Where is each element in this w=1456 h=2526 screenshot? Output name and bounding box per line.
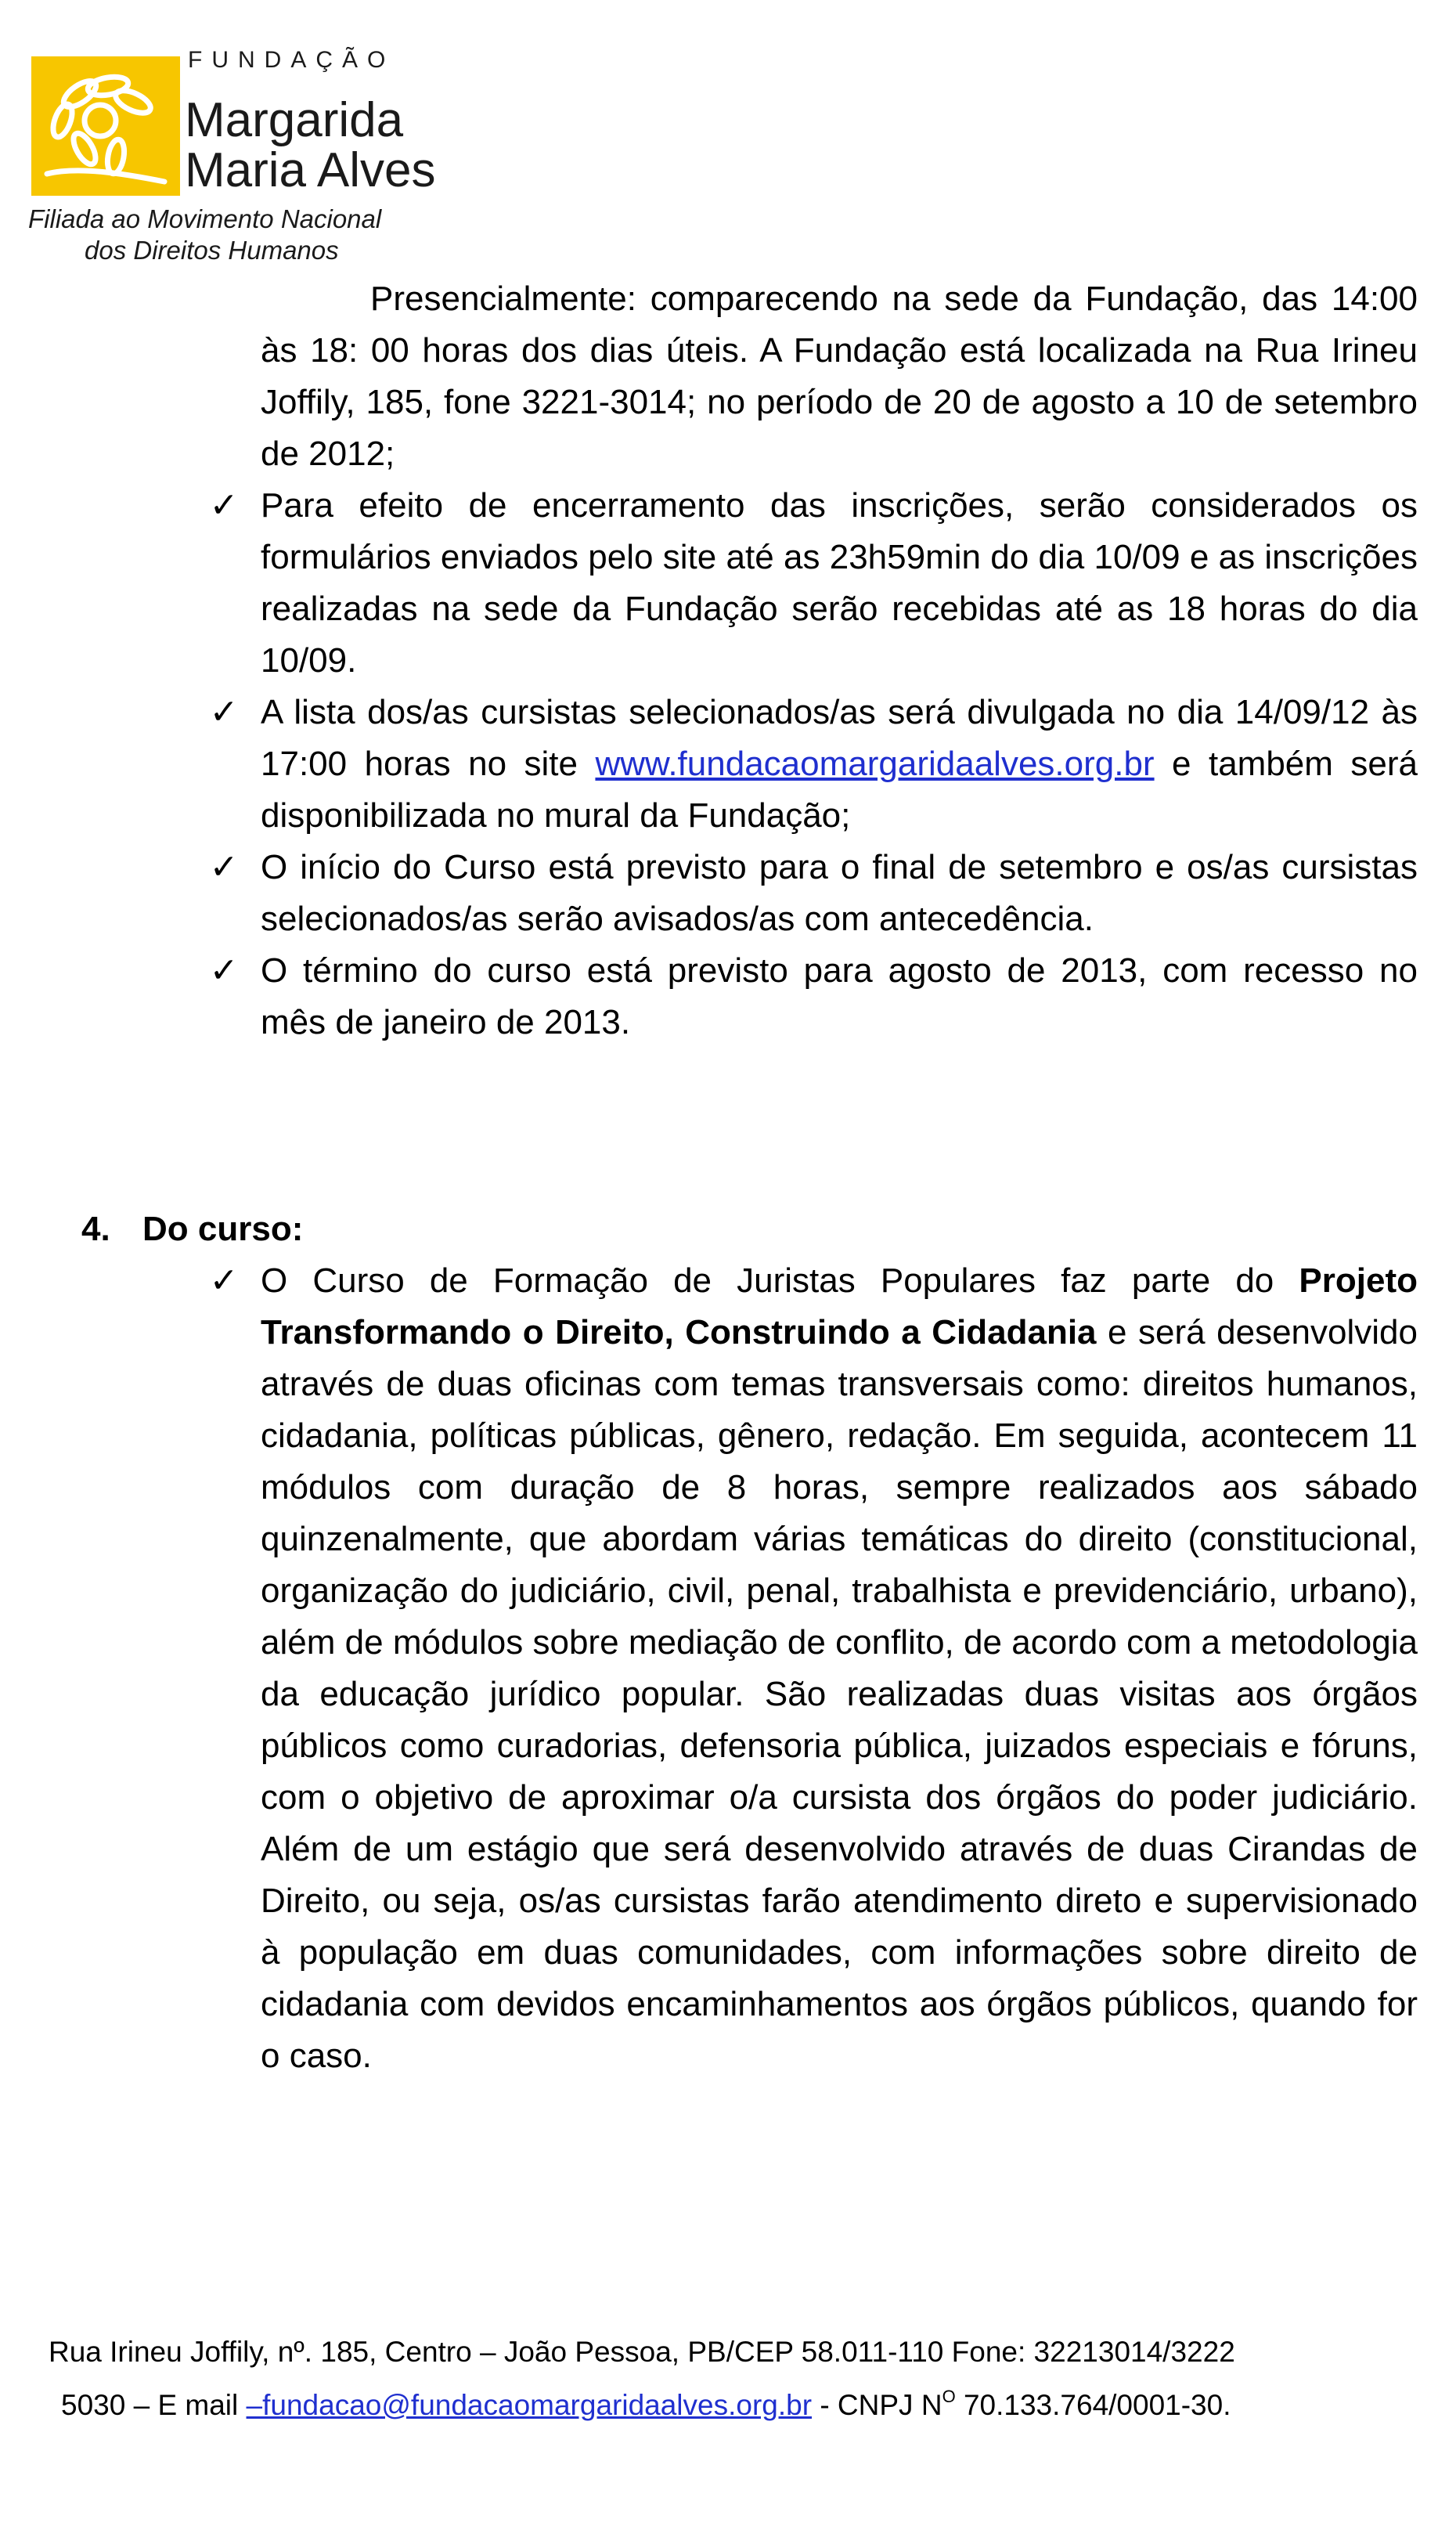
list-item-text: O início do Curso está previsto para o final de setembro e os/as cursistas selecionados/as serão avisados/as com antecedência. xyxy=(261,848,1418,938)
list-item-text-after: e também será disponibilizada no mural da Fundação; xyxy=(261,745,1418,835)
list-item xyxy=(209,480,1418,687)
logo-kicker: FUNDAÇÃO xyxy=(188,47,395,73)
affiliation-line1: Filiada ao Movimento Nacional xyxy=(28,204,382,233)
logo-name-line1: Margarida xyxy=(185,93,404,147)
list-item xyxy=(209,687,1418,842)
footer-line2-prefix: 5030 – E mail xyxy=(61,2389,239,2421)
list-item-text: Para efeito de encerramento das inscrições, serão considerados os formulários enviados pelo site até as 23h59min do dia 10/09 e as inscrições realizadas na sede da Fundação serão recebidas até as 18 horas do dia 10/09. xyxy=(261,486,1418,680)
section-heading xyxy=(81,1203,1456,1255)
list-item xyxy=(209,1255,1418,2082)
footer-cnpj-label: - CNPJ N xyxy=(820,2389,942,2421)
checkmark-icon: ✓ xyxy=(209,1261,239,1300)
checkmark-icon: ✓ xyxy=(209,486,239,525)
footer-address: Rua Irineu Joffily, nº. 185, Centro – João Pessoa, PB/CEP 58.011-110 Fone: 32213014/3222 xyxy=(49,2336,1235,2368)
affiliation-note xyxy=(28,204,498,266)
checkmark-icon: ✓ xyxy=(209,951,239,990)
section-title: Do curso: xyxy=(142,1210,304,1248)
section-number: 4. xyxy=(81,1210,110,1248)
checkmark-icon: ✓ xyxy=(209,693,239,731)
letterhead xyxy=(28,47,470,274)
registration-checklist xyxy=(0,480,1456,1048)
footer-cnpj-sup: O xyxy=(942,2387,956,2406)
daisy-logo-icon xyxy=(31,56,180,196)
footer-cnpj-number: 70.133.764/0001-30. xyxy=(963,2389,1231,2421)
list-item xyxy=(209,842,1418,945)
course-text-after: e será desenvolvido através de duas oficinas com temas transversais como: direitos humanos, cidadania, políticas públicas, gênero, redação. Em seguida, acontecem 11 módulos com duração de 8 horas, sempre realizados aos sábado quinzenalmente, que abordam várias temáticas do direito (constitucional, organização do judiciário, civil, penal, trabalhista e previdenciário, urbano), além de módulos sobre mediação de conflito, de acordo com a metodologia da educação jurídico popular. São realizadas duas visitas aos órgãos públicos como curadorias, defensoria pública, juizados especiais e fóruns, com o objetivo de aproximar o/a cursista dos órgãos do poder judiciário. Além de um estágio que será desenvolvido através de duas Cirandas de Direito, ou seja, os/as cursistas farão atendimento direto e supervisionado à população em duas comunidades, com informações sobre direito de cidadania com devidos encaminhamentos aos órgãos públicos, quando for o caso. xyxy=(261,1313,1418,2075)
list-item-text: O término do curso está previsto para agosto de 2013, com recesso no mês de janeiro de 2013. xyxy=(261,951,1418,1041)
footer-contact xyxy=(0,2379,1456,2432)
registration-intro: Presencialmente: comparecendo na sede da Fundação, das 14:00 às 18: 00 horas dos dias úteis. A Fundação está localizada na Rua Irineu Joffily, 185, fone 3221-3014; no período de 20 de agosto a 10 de setembro de 2012; xyxy=(261,280,1418,473)
list-item-text: A lista dos/as cursistas selecionados/as será divulgada no dia 14/09/12 às 17:00 horas no site xyxy=(261,693,1418,783)
document-body xyxy=(0,273,1456,2082)
logo-name-line2: Maria Alves xyxy=(185,143,436,197)
project-name: Projeto Transformando o Direito, Construindo a Cidadania xyxy=(261,1261,1418,1351)
checkmark-icon: ✓ xyxy=(209,848,239,886)
email-link[interactable]: –fundacao@fundacaomargaridaalves.org.br xyxy=(246,2389,813,2421)
list-item xyxy=(209,945,1418,1048)
site-link[interactable]: www.fundacaomargaridaalves.org.br xyxy=(595,745,1155,783)
course-text-before: O Curso de Formação de Juristas Populares faz parte do xyxy=(261,1261,1274,1300)
affiliation-line2: dos Direitos Humanos xyxy=(85,236,339,265)
course-checklist xyxy=(0,1255,1456,2082)
footer xyxy=(0,2326,1456,2432)
